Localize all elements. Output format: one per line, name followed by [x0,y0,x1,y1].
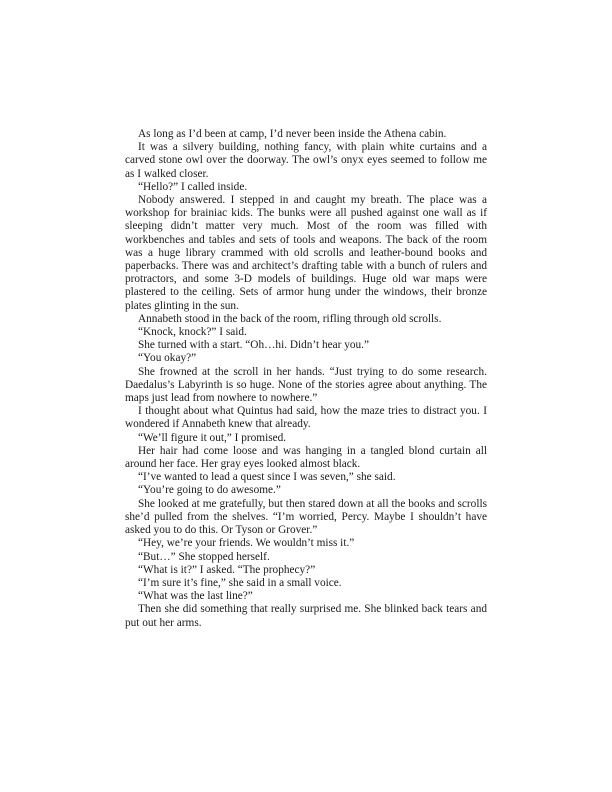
paragraph: “Hey, we’re your friends. We wouldn’t miss it.” [138,537,355,550]
paragraph: “I’ve wanted to lead a quest since I was seven,” she said. [138,471,396,484]
paragraph: She frowned at the scroll in her hands. “Just trying to do some research. Daedalus’s Labyrinth is so huge. None of the stories agree about anything. The maps just lead from nowhere to nowhere.” [125,365,487,405]
paragraph: “We’ll figure it out,” I promised. [138,431,287,444]
paragraph: As long as I’d been at camp, I’d never been inside the Athena cabin. [138,128,447,140]
paragraph: “You’re going to do awesome.” [138,484,281,497]
paragraph: “Knock, knock?” I said. [138,326,247,339]
paragraph: Then she did something that really surprised me. She blinked back tears and put out her arms. [125,603,487,629]
paragraph: “You okay?” [138,352,197,365]
book-page [125,128,487,630]
paragraph: Annabeth stood in the back of the room, rifling through old scrolls. [138,312,442,325]
paragraph: “Hello?” I called inside. [138,180,248,193]
paragraph: Nobody answered. I stepped in and caught my breath. The place was a workshop for brainiac kids. The bunks were all pushed against one wall as if sleeping didn’t matter very much. Most of the room was filled with workbenches and tables and sets of tools and weapons. The back of the room was a huge library crammed with old scrolls and leather-bound books and paperbacks. There was and architect’s drafting table with a bunch of rulers and protractors, and some 3-D models of buildings. Huge old war maps were plastered to the ceiling. Sets of armor hung under the windows, their bronze plates glinting in the sun. [125,194,487,312]
paragraph: It was a silvery building, nothing fancy, with plain white curtains and a carved stone owl over the doorway. The owl’s onyx eyes seemed to follow me as I walked closer. [125,141,487,180]
paragraph: Her hair had come loose and was hanging in a tangled blond curtain all around her face. Her gray eyes looked almost black. [125,444,487,471]
paragraph: She looked at me gratefully, but then stared down at all the books and scrolls she’d pulled from the shelves. “I’m worried, Percy. Maybe I shouldn’t have asked you to do this. Or Tyson or Grover.” [125,497,487,537]
paragraph: “What was the last line?” [138,590,253,603]
paragraph: She turned with a start. “Oh…hi. Didn’t hear you.” [138,339,370,352]
paragraph: “What is it?” I asked. “The prophecy?” [138,563,316,576]
paragraph: “I’m sure it’s fine,” she said in a small voice. [138,576,342,589]
paragraph: “But…” She stopped herself. [138,550,270,563]
paragraph: I thought about what Quintus had said, how the maze tries to distract you. I wondered if Annabeth knew that already. [125,405,487,431]
